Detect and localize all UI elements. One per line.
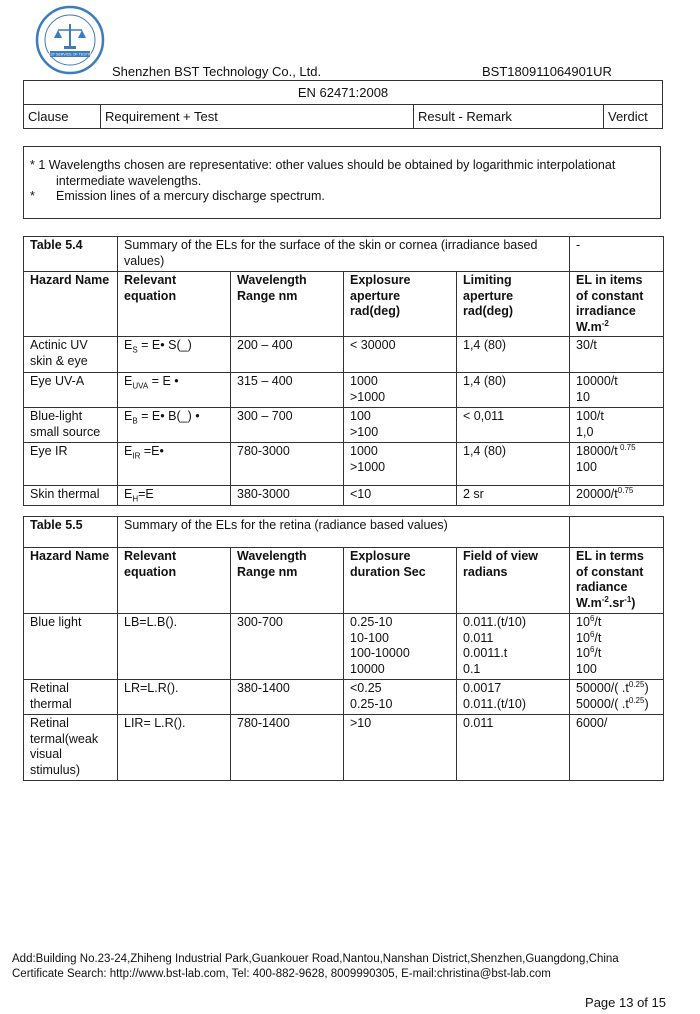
equation-rest: =E• [140,444,164,458]
table-5-5-summary: Summary of the ELs for the retina (radiance based values) [118,517,570,548]
relevant-equation: LIR= L.R(). [118,715,231,781]
fov-value: 0.0017 [463,681,502,695]
exposure-value: >1000 [350,459,386,474]
limit-exponent: 6 [589,644,595,654]
limit-value: 100 [576,661,597,676]
limit-exponent: 0.25 [628,695,645,705]
page-number: Page 13 of 15 [585,995,666,1010]
wavelength-range: 300 – 700 [231,408,344,443]
relevant-equation [118,373,231,408]
limit-value-line [576,697,657,713]
exposure-value: >1000 [350,389,386,404]
exposure-limit [570,373,664,408]
exposure-value: < 30000 [350,338,396,352]
col-el-text: EL in items of constant irradiance W.m [576,273,644,334]
table-row [24,486,664,506]
table-row [24,715,664,781]
equation-rest: = E • [148,374,179,388]
equation-symbol: E [124,444,133,458]
limit-value: 10 [576,389,590,404]
duration-value: 10-100 [350,630,389,645]
exposure-aperture [344,408,457,443]
table-5-5-header-row [24,548,664,614]
relevant-equation: LR=L.R(). [118,680,231,715]
limit-value: 18000/t [576,444,618,458]
verdict-header: Verdict [608,109,648,124]
table-5-5-title-row [24,517,664,548]
exposure-aperture [344,337,457,373]
limit-value-line [576,390,657,406]
table-row [24,373,664,408]
limiting-aperture: 2 sr [457,486,570,506]
logo-text: BEST SERVICE OF TESTING [45,52,95,57]
table-row [24,408,664,443]
limit-value-line [576,425,657,441]
limit-value: 20000/t [576,487,618,501]
field-of-view [457,680,570,715]
exposure-value: 1000 [350,374,378,388]
footnote-box [23,146,661,219]
hazard-name: Retinal thermal [24,680,118,715]
duration-value: 0.25-10 [350,696,393,711]
exposure-value: <10 [350,487,372,501]
table-row [24,443,664,486]
limiting-aperture: < 0,011 [457,408,570,443]
limit-value: 100/t [576,409,604,423]
hazard-name: Blue-light small source [24,408,118,443]
hazard-name: Skin thermal [24,486,118,506]
footer-contact: Certificate Search: http://www.bst-lab.com, Tel: 400-882-9628, 8009990305, E-mail:christina@bst-lab.com [12,968,551,980]
clause-header: Clause [24,105,101,128]
table-5-5-verdict [570,517,664,548]
exposure-limit [570,337,664,373]
exposure-aperture [344,486,457,506]
col-el-text-a: EL in terms of constant radiance [576,549,644,594]
limit-value-line [576,444,657,460]
fov-value: 0.1 [463,661,481,676]
exposure-value: 100 [350,409,371,423]
table-row [24,680,664,715]
limit-value: 10 [576,615,590,629]
report-header-table [23,80,663,129]
exposure-aperture [344,373,457,408]
col-field-of-view: Field of view radians [457,548,570,614]
fov-value: 0.0011.t [463,646,508,660]
col-relevant-equation: Relevant equation [118,272,231,337]
equation-subscript: B [132,416,138,426]
limit-suffix: ) [644,681,649,695]
col-el-sup1: -2 [601,594,609,604]
wavelength-range: 315 – 400 [231,373,344,408]
relevant-equation: LB=L.B(). [118,614,231,680]
exposure-duration [344,680,457,715]
duration-value: <0.25 [350,681,382,695]
fov-value: 0.011 [463,630,494,645]
hazard-name: Eye IR [24,443,118,486]
limit-suffix: /t [594,630,602,645]
footnote-line3-text: Emission lines of a mercury discharge spectrum. [56,189,325,203]
col-el-sup: -2 [601,318,609,328]
limiting-aperture: 1,4 (80) [457,373,570,408]
limit-value-line [576,460,657,476]
equation-rest: = E• B(_) • [137,409,200,423]
col-wavelength-range: Wavelength Range nm [231,548,344,614]
exposure-aperture [344,443,457,486]
limit-suffix: /t [594,615,602,629]
relevant-equation [118,408,231,443]
equation-subscript: UVA [132,381,149,391]
table-row [24,614,664,680]
limit-value: 100 [576,459,597,474]
equation-symbol: E [124,374,133,388]
equation-subscript: H [132,494,139,504]
relevant-equation [118,443,231,486]
limit-value: 50000/( .t [576,696,629,711]
limiting-aperture: 1,4 (80) [457,443,570,486]
limit-value-line [576,631,657,647]
hazard-name: Blue light [24,614,118,680]
col-el-text-d: ) [631,595,636,610]
col-wavelength-range: Wavelength Range nm [231,272,344,337]
limit-value: 10 [576,630,590,645]
limit-value-line [576,662,657,678]
limit-value: 1,0 [576,424,594,439]
requirement-header: Requirement + Test [101,105,414,128]
equation-rest: = E• S(_) [137,338,192,352]
duration-value: 0.25-10 [350,615,393,629]
hazard-name: Actinic UV skin & eye [24,337,118,373]
equation-subscript: S [132,345,138,355]
relevant-equation [118,337,231,373]
limit-value-line [576,374,657,390]
limit-exponent: 6 [589,613,595,623]
limit-value: 10000/t [576,374,618,388]
exposure-duration [344,614,457,680]
limit-value: 30/t [576,338,597,352]
duration-value: 100-10000 [350,646,410,660]
footnote-mark: * [30,189,35,203]
limit-value-line [576,615,657,631]
col-el-text-c: .sr [608,595,625,610]
col-el-sup2: -1 [624,594,632,604]
standard-title: EN 62471:2008 [24,81,662,105]
table-row [24,337,664,373]
exposure-value: >100 [350,424,379,439]
company-name: Shenzhen BST Technology Co., Ltd. [112,64,322,79]
duration-value: 10000 [350,661,385,676]
exposure-limit [570,486,664,506]
field-of-view [457,614,570,680]
table-5-4 [23,236,664,506]
exposure-value: 1000 [350,444,378,458]
wavelength-range: 200 – 400 [231,337,344,373]
limit-value-line [576,338,657,354]
col-exposure-duration: Explosure duration Sec [344,548,457,614]
report-number: BST180911064901UR [482,64,612,79]
table-5-5-body [24,614,664,781]
fov-value: 0.011 [463,716,494,730]
col-hazard-name: Hazard Name [24,272,118,337]
bst-logo [34,4,106,76]
wavelength-range: 380-1400 [231,680,344,715]
footer [12,952,619,982]
hazard-name: Eye UV-A [24,373,118,408]
table-5-4-verdict: - [570,237,664,272]
duration-value: >10 [350,716,372,730]
table-5-4-header-row [24,272,664,337]
wavelength-range: 380-3000 [231,486,344,506]
footnote-line1: * 1 Wavelengths chosen are representative: other values should be obtained by logarithmic interpolationat [30,158,616,172]
exposure-limit [570,680,664,715]
wavelength-range: 780-1400 [231,715,344,781]
wavelength-range: 300-700 [231,614,344,680]
equation-symbol: E [124,487,133,501]
table-5-4-body [24,337,664,506]
relevant-equation [118,486,231,506]
table-5-4-title: Table 5.4 [24,237,118,272]
col-el [570,272,664,337]
footer-address: Add:Building No.23-24,Zhiheng Industrial Park,Guankouer Road,Nantou,Nanshan District,Shenzhen,Guangdong,China [12,953,619,965]
hazard-name: Retinal termal(weak visual stimulus) [24,715,118,781]
fov-value: 0.011.(t/10) [463,615,527,629]
equation-subscript: IR [132,451,141,461]
limiting-aperture: 1,4 (80) [457,337,570,373]
exposure-limit [570,614,664,680]
equation-rest: =E [138,487,154,501]
exposure-limit [570,443,664,486]
col-el [570,548,664,614]
limit-exponent: 0.25 [628,679,645,689]
limit-value: 6000/ [576,716,608,730]
col-hazard-name: Hazard Name [24,548,118,614]
limit-suffix: /t [594,646,602,660]
wavelength-range: 780-3000 [231,443,344,486]
table-5-5 [23,516,664,781]
col-relevant-equation: Relevant equation [118,548,231,614]
col-el-text-b: W.m [576,595,602,610]
equation-symbol: E [124,409,133,423]
limit-value-line [576,646,657,662]
result-header: Result - Remark [414,105,604,128]
col-limiting-aperture: Limiting aperture rad(deg) [457,272,570,337]
limit-value: 50000/( .t [576,681,629,695]
limit-exponent: 0.75 [617,485,634,495]
table-5-5-title: Table 5.5 [24,517,118,548]
limit-value-line [576,409,657,425]
limit-value-line [576,716,657,732]
exposure-limit [570,715,664,781]
limit-suffix: ) [644,696,649,711]
footnote-line3 [30,189,654,205]
field-of-view [457,715,570,781]
limit-value-line [576,681,657,697]
limit-exponent: 6 [589,629,595,639]
header-columns [24,105,662,128]
equation-symbol: E [124,338,133,352]
limit-value-line [576,487,657,503]
limit-exponent: 0.75 [617,442,636,452]
table-5-4-title-row [24,237,664,272]
footnote-line2: intermediate wavelengths. [56,173,202,188]
exposure-limit [570,408,664,443]
exposure-duration [344,715,457,781]
table-5-4-summary: Summary of the ELs for the surface of the skin or cornea (irradiance based values) [118,237,570,272]
limit-value: 10 [576,646,590,660]
fov-value: 0.011.(t/10) [463,696,527,711]
col-exposure-aperture: Explosure aperture rad(deg) [344,272,457,337]
